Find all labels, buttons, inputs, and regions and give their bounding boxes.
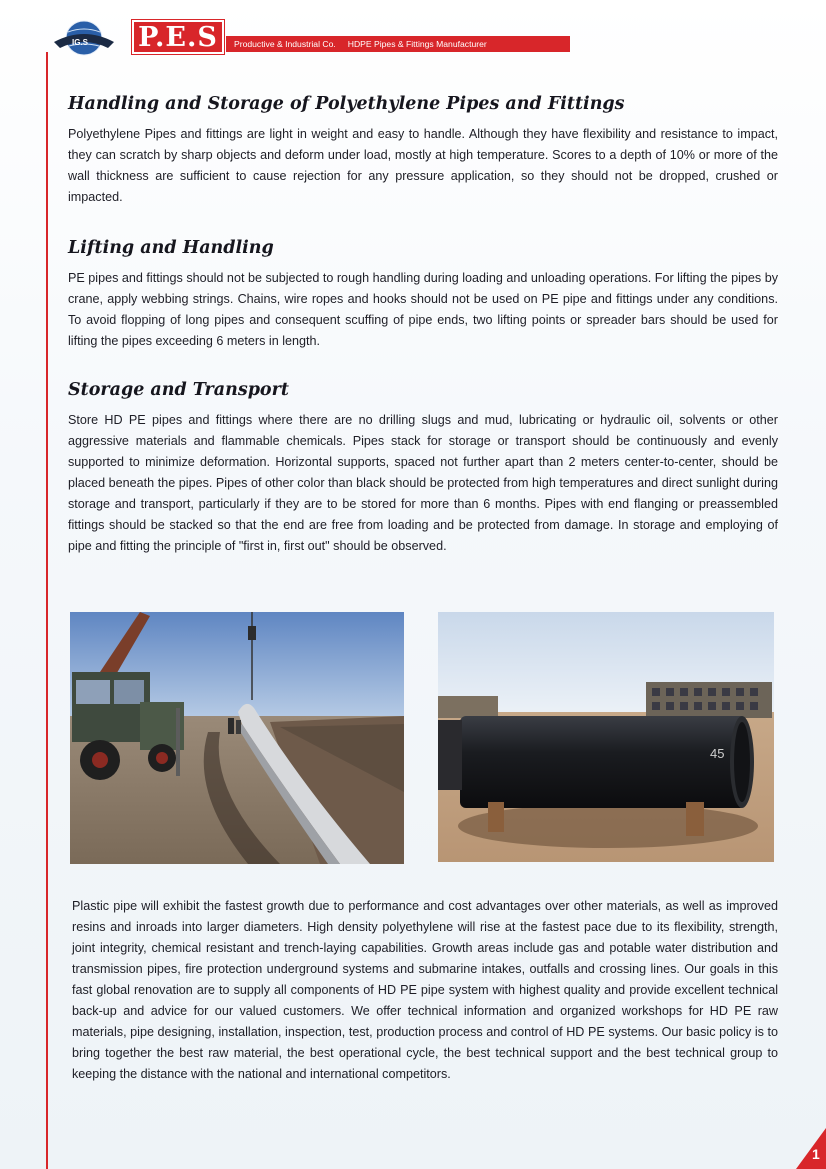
logo-text: IG.S <box>72 38 89 47</box>
globe-logo-icon <box>52 18 116 58</box>
page-number: 1 <box>812 1146 820 1162</box>
section-body-lifting: PE pipes and fittings should not be subjected to rough handling during loading and unloading operations. For lifting the pipes by crane, apply webbing strings. Chains, wire ropes and hooks should not be used on PE pipe and fittings under any conditions. To avoid flopping of long pipes and consequent scuffing of pipe ends, two lifting points or spreader bars should be used for lifting the pipes exceeding 6 meters in length. <box>68 271 778 348</box>
photo-large-pipe-storage <box>438 612 774 862</box>
page-header <box>0 0 826 60</box>
brand-strip <box>226 36 570 52</box>
photo-crane-lifting-pipe <box>70 612 404 864</box>
section-title-handling-storage: Handling and Storage of Polyethylene Pipes and Fittings <box>68 94 625 114</box>
section-title-storage-transport: Storage and Transport <box>68 380 289 400</box>
closing-paragraph: Plastic pipe will exhibit the fastest growth due to performance and cost advantages over other materials, as well as improved resins and inroads into larger diameters. High density polyethylene will rise at the fastest pace due to its flexibility, strength, joint integrity, chemical resistant and trench-laying capabilities. Growth areas include gas and potable water distribution and transmission pipes, fire protection underground systems and submarine intakes, outfalls and crossing lines. Our goals in this fast global renovation are to supply all components of HD PE pipe system with highest quality and provide excellent technical back-up and advice for our valued customers. We offer technical information and organized workshops for HD PE raw materials, pipe designing, installation, inspection, test, production process and control of HD PE systems. Our basic policy is to bring together the best raw material, the best operational cycle, the best technical support and the best technical group to keeping the distance with the national and international competitors. <box>72 899 778 1081</box>
section-title-lifting: Lifting and Handling <box>68 238 274 258</box>
section-body-storage-transport: Store HD PE pipes and fittings where there are no drilling slugs and mud, lubricating or hydraulic oil, solvents or other aggressive materials and flammable chemicals. Pipes stack for storage or transport should be continuously and evenly supported to minimize deformation. Horizontal supports, spaced not further apart than 2 meters center-to-center, should be placed beneath the pipes. Pipes of other color than black should be protected from high temperatures and direct sunlight during storage and transport, particularly if they are to be stored for more than 6 months. Pipes with end flanging or preassembled fittings should be stacked so that the end are free from loading and be protected from damage. In storage and employing of pipe and fitting the principle of "first in, first out" should be observed. <box>68 413 778 553</box>
page-corner-tab <box>796 1128 826 1169</box>
pipe-marking: 45 <box>710 746 725 761</box>
left-margin-rule <box>46 52 48 1169</box>
brand-name: P.E.S <box>132 20 224 54</box>
company-tagline: HDPE Pipes & Fittings Manufacturer <box>347 39 487 49</box>
section-body-handling-storage: Polyethylene Pipes and fittings are light in weight and easy to handle. Although they have flexibility and resistance to impact, they can scratch by sharp objects and deform under load, mostly at high temperature. Scores to a depth of 10% or more of the wall thickness are sufficient to cause rejection for any pressure application, so they should not be dropped, crushed or impacted. <box>68 127 778 204</box>
company-name: Productive & Industrial Co. <box>234 39 336 49</box>
